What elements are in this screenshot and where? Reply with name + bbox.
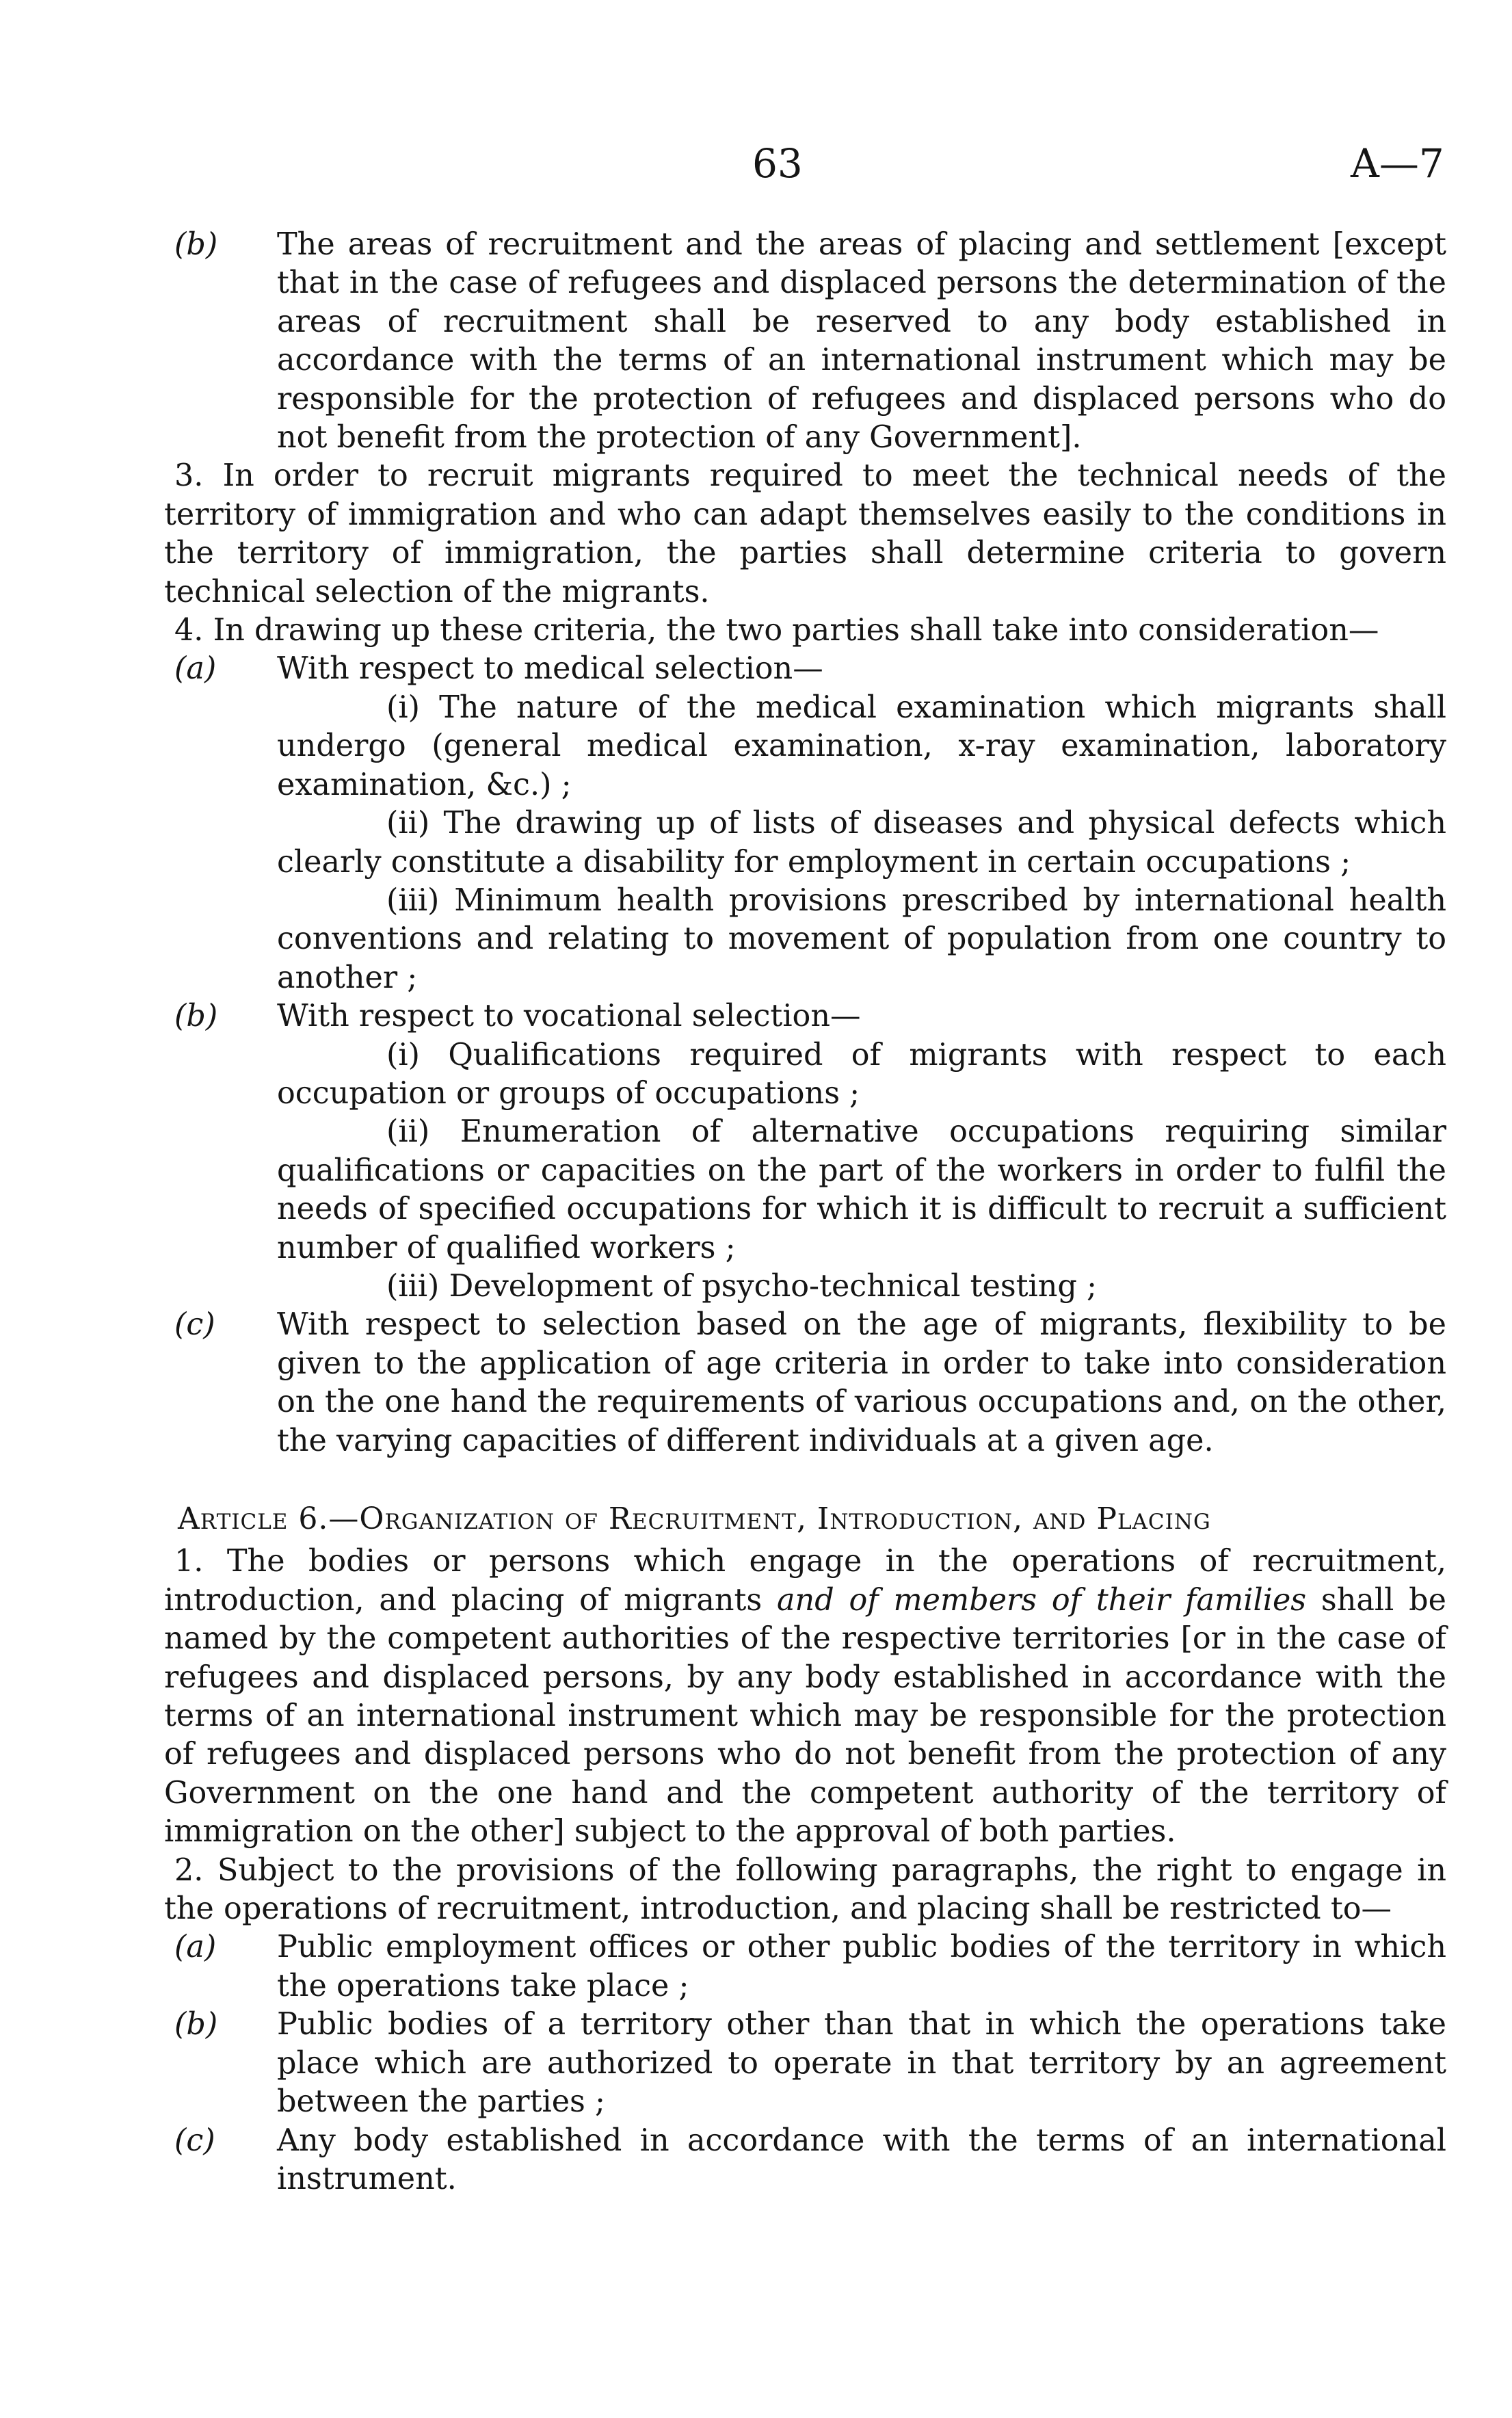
subitem-label: (ii): [386, 806, 430, 841]
paragraph-text-italic: and of members of their families: [777, 1582, 1307, 1618]
item-text: The areas of recruitment and the areas of placing and settlement [except that in the case of refugees and displaced persons the determination of the areas of recruitment shall be reserved to any body established in accordance with the terms of an international instrument which may be responsible for the protection of refugees and displaced persons who do not benefit from the protection of any Government].: [277, 227, 1446, 456]
subitem-label: (i): [386, 1037, 420, 1073]
subitem-text: The drawing up of lists of diseases and physical defects which clearly constitute a disability for employment in certain occupations ;: [277, 806, 1446, 880]
item-label: (b): [174, 227, 218, 262]
subitem-text: Development of psycho-technical testing ;: [449, 1268, 1098, 1304]
subitem-text: Qualifications required of migrants with respect to each occupation or groups of occupations ;: [277, 1037, 1446, 1111]
paragraph-text: In order to recruit migrants required to meet the technical needs of the territory of immigration and who can adapt themselves easily to the conditions in the territory of immigration, the parties shall determine criteria to govern technical selection of the migrants.: [164, 458, 1446, 609]
article6-paragraph-2: [164, 1852, 1446, 1929]
item-label: (a): [174, 651, 217, 687]
paragraph-3: [164, 457, 1446, 612]
para4-item-b: [164, 997, 1446, 1036]
paragraph-number: 3.: [174, 458, 204, 494]
article-6-heading: Article 6.—Organization of Recruitment, Introduction, and Placing: [178, 1501, 1211, 1536]
subitem-text: Minimum health provisions prescribed by international health conventions and relating to movement of population from one country to another ;: [277, 882, 1446, 995]
paragraph-number: 2.: [174, 1852, 204, 1888]
para4-item-a: [164, 650, 1446, 688]
item-label: (c): [174, 1307, 215, 1343]
item-text: Public employment offices or other public bodies of the territory in which the operations take place ;: [277, 1930, 1446, 2003]
subitem-label: (i): [386, 689, 420, 725]
item-label: (a): [174, 1930, 217, 1965]
paragraph-number: 1.: [174, 1544, 204, 1579]
para4-b-iii: [164, 1267, 1446, 1306]
paragraph-text-start: The bodies or persons which engage in the operations of recruitment, introduction, and placing of migrants: [164, 1544, 1446, 1618]
article6-para2-item-b: [164, 2006, 1446, 2121]
item-label: (b): [174, 2007, 218, 2042]
subitem-label: (ii): [386, 1114, 430, 1150]
item-text: Public bodies of a territory other than that in which the operations take place which are authorized to operate in that territory by an agreement between the parties ;: [277, 2007, 1446, 2120]
subitem-text: The nature of the medical examination which migrants shall undergo (general medical examination, x-ray examination, laboratory examination, &c.) ;: [277, 689, 1446, 802]
article6-para2-item-a: [164, 1928, 1446, 2006]
item-text: Any body established in accordance with the terms of an international instrument.: [277, 2123, 1446, 2196]
para4-b-i: [164, 1036, 1446, 1114]
item-text: With respect to medical selection—: [277, 651, 823, 687]
subitem-label: (iii): [386, 1268, 440, 1304]
article6-paragraph-1: [164, 1542, 1446, 1851]
item-label: (b): [174, 999, 218, 1034]
paragraph-text: In drawing up these criteria, the two parties shall take into consideration—: [213, 613, 1379, 648]
paragraph-number: 4.: [174, 613, 204, 648]
para4-b-ii: [164, 1113, 1446, 1267]
item-text: With respect to vocational selection—: [277, 999, 861, 1034]
para4-item-c: [164, 1306, 1446, 1460]
paragraph-4: [164, 612, 1446, 650]
paragraph-text-end: shall be named by the competent authorities of the respective territories [or in the case of refugees and displaced persons, by any body established in accordance with the terms of an international instrument which may be responsible for the protection of refugees and displaced persons who do not benefit from the protection of any Government on the one hand and the competent authority of the territory of immigration on the other] subject to the approval of both parties.: [164, 1582, 1446, 1850]
subitem-text: Enumeration of alternative occupations requiring similar qualifications or capacities on the part of the workers in order to fulfil the needs of specified occupations for which it is difficult to recruit a sufficient number of qualified workers ;: [277, 1114, 1447, 1265]
page-number: 63: [752, 140, 803, 187]
para4-a-i: [164, 689, 1446, 804]
para4-a-ii: [164, 804, 1446, 882]
para4-a-iii: [164, 882, 1446, 997]
article5-item-b: [164, 226, 1446, 457]
article6-para2-item-c: [164, 2122, 1446, 2199]
item-text: With respect to selection based on the age of migrants, flexibility to be given to the application of age criteria in order to take into consideration on the one hand the requirements of various occupations and, on the other, the varying capacities of different individuals at a given age.: [277, 1307, 1446, 1458]
page-reference: A—7: [1351, 140, 1444, 187]
item-label: (c): [174, 2123, 215, 2158]
paragraph-text: Subject to the provisions of the following paragraphs, the right to engage in the operations of recruitment, introduction, and placing shall be restricted to—: [164, 1852, 1446, 1927]
subitem-label: (iii): [386, 882, 440, 918]
body-text: [164, 226, 1446, 2198]
